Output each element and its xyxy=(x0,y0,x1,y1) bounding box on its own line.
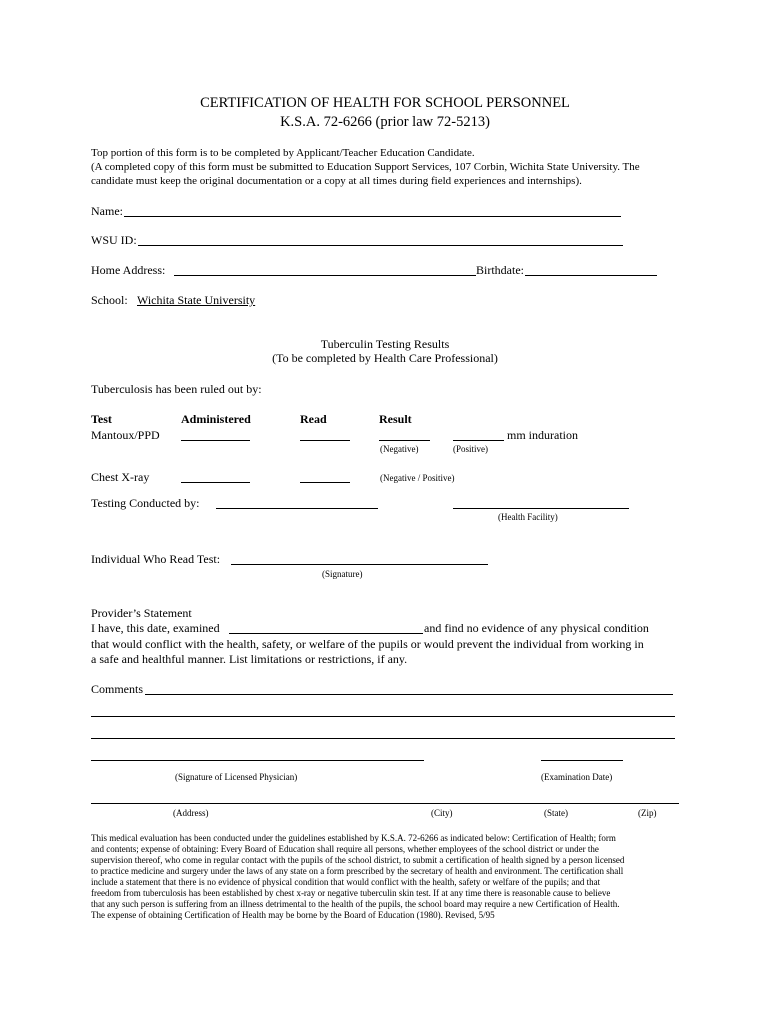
intro-line-1: Top portion of this form is to be completed by Applicant/Teacher Education Candidate. xyxy=(91,147,475,159)
comments-label: Comments xyxy=(91,682,144,696)
wsu-id-field[interactable] xyxy=(138,245,623,246)
comments-line-1[interactable] xyxy=(145,694,673,695)
legal-line-5: include a statement that there is no evidence of physical condition that would conflict with the health, safety or welfare of the pupils; and that xyxy=(91,877,601,887)
legal-line-8: The expense of obtaining Certification of Health may be borne by the Board of Education (1980). Revised, 5/95 xyxy=(91,910,495,920)
testing-conducted-label: Testing Conducted by: xyxy=(91,496,200,510)
provider-heading: Provider’s Statement xyxy=(91,606,192,620)
mm-induration-label: mm induration xyxy=(507,428,578,442)
xray-read-field[interactable] xyxy=(300,482,350,483)
mantoux-read-field[interactable] xyxy=(300,440,350,441)
address-caption: (Address) xyxy=(173,808,209,818)
positive-caption: (Positive) xyxy=(453,444,488,454)
legal-line-3: supervision thereof, who come in regular contact with the pupils of the school district, to submit a certification of health signed by a person licensed xyxy=(91,855,625,865)
mantoux-label: Mantoux/PPD xyxy=(91,428,160,442)
home-address-field[interactable] xyxy=(174,275,476,276)
xray-result-options: (Negative / Positive) xyxy=(380,473,455,483)
legal-line-4: to practice medicine and surgery under the laws of any state on a form prescribed by the secretary of health and environment. The certification shall xyxy=(91,866,624,876)
signature-caption: (Signature) xyxy=(322,569,363,579)
negative-caption: (Negative) xyxy=(380,444,419,454)
form-subtitle: K.S.A. 72-6266 (prior law 72-5213) xyxy=(280,114,490,130)
provider-line-3: a safe and healthful manner. List limitations or restrictions, if any. xyxy=(91,652,408,666)
comments-line-2[interactable] xyxy=(91,716,675,717)
mantoux-positive-field[interactable] xyxy=(453,440,504,441)
health-facility-field[interactable] xyxy=(453,508,629,509)
birthdate-field[interactable] xyxy=(525,275,657,276)
provider-line-1a: I have, this date, examined xyxy=(91,621,220,635)
intro-line-2: (A completed copy of this form must be submitted to Education Support Services, 107 Corbin, Wichita State University. The xyxy=(91,161,640,173)
name-label: Name: xyxy=(91,204,123,218)
xray-administered-field[interactable] xyxy=(181,482,250,483)
mantoux-negative-field[interactable] xyxy=(379,440,430,441)
ruled-out-label: Tuberculosis has been ruled out by: xyxy=(91,382,262,396)
chest-xray-label: Chest X-ray xyxy=(91,470,150,484)
address-field[interactable] xyxy=(91,803,679,804)
col-result: Result xyxy=(379,412,412,426)
intro-line-3: candidate must keep the original documentation or a copy at all times during field experiences and internships). xyxy=(91,175,582,187)
legal-line-7: that any such person is suffering from an illness detrimental to the health of the pupils, the school board may require a new Certification of Health. xyxy=(91,899,620,909)
city-caption: (City) xyxy=(431,808,453,818)
examined-name-field[interactable] xyxy=(229,633,423,634)
home-address-label: Home Address: xyxy=(91,263,166,277)
exam-date-field[interactable] xyxy=(541,760,623,761)
birthdate-label: Birthdate: xyxy=(476,263,524,277)
legal-line-2: and contents; expense of obtaining: Every Board of Education shall require all persons, whether employees of the school district or under the xyxy=(91,844,599,854)
school-label: School: xyxy=(91,293,128,307)
form-title: CERTIFICATION OF HEALTH FOR SCHOOL PERSONNEL xyxy=(200,95,570,111)
legal-line-1: This medical evaluation has been conducted under the guidelines established by K.S.A. 72-6266 as indicated below: Certification of Health; form xyxy=(91,833,616,843)
col-read: Read xyxy=(300,412,327,426)
individual-read-signature-field[interactable] xyxy=(231,564,488,565)
zip-caption: (Zip) xyxy=(638,808,657,818)
tb-subheading: (To be completed by Health Care Professional) xyxy=(272,351,498,365)
physician-signature-caption: (Signature of Licensed Physician) xyxy=(175,772,298,782)
mantoux-administered-field[interactable] xyxy=(181,440,250,441)
exam-date-caption: (Examination Date) xyxy=(541,772,613,782)
tb-heading: Tuberculin Testing Results xyxy=(320,337,450,351)
testing-conducted-field[interactable] xyxy=(216,508,378,509)
comments-line-3[interactable] xyxy=(91,738,675,739)
state-caption: (State) xyxy=(544,808,568,818)
individual-read-label: Individual Who Read Test: xyxy=(91,552,221,566)
physician-signature-field[interactable] xyxy=(91,760,424,761)
legal-line-6: freedom from tuberculosis has been established by chest x-ray or negative tuberculin skin test. If at any time there is reasonable cause to believe xyxy=(91,888,611,898)
wsu-id-label: WSU ID: xyxy=(91,233,137,247)
name-field[interactable] xyxy=(124,216,621,217)
col-test: Test xyxy=(91,412,112,426)
col-administered: Administered xyxy=(181,412,251,426)
school-value: Wichita State University xyxy=(137,293,256,307)
provider-line-2: that would conflict with the health, safety, or welfare of the pupils or would prevent the individual from working in xyxy=(91,637,644,651)
health-facility-caption: (Health Facility) xyxy=(498,512,558,522)
provider-line-1b: and find no evidence of any physical condition xyxy=(424,621,649,635)
